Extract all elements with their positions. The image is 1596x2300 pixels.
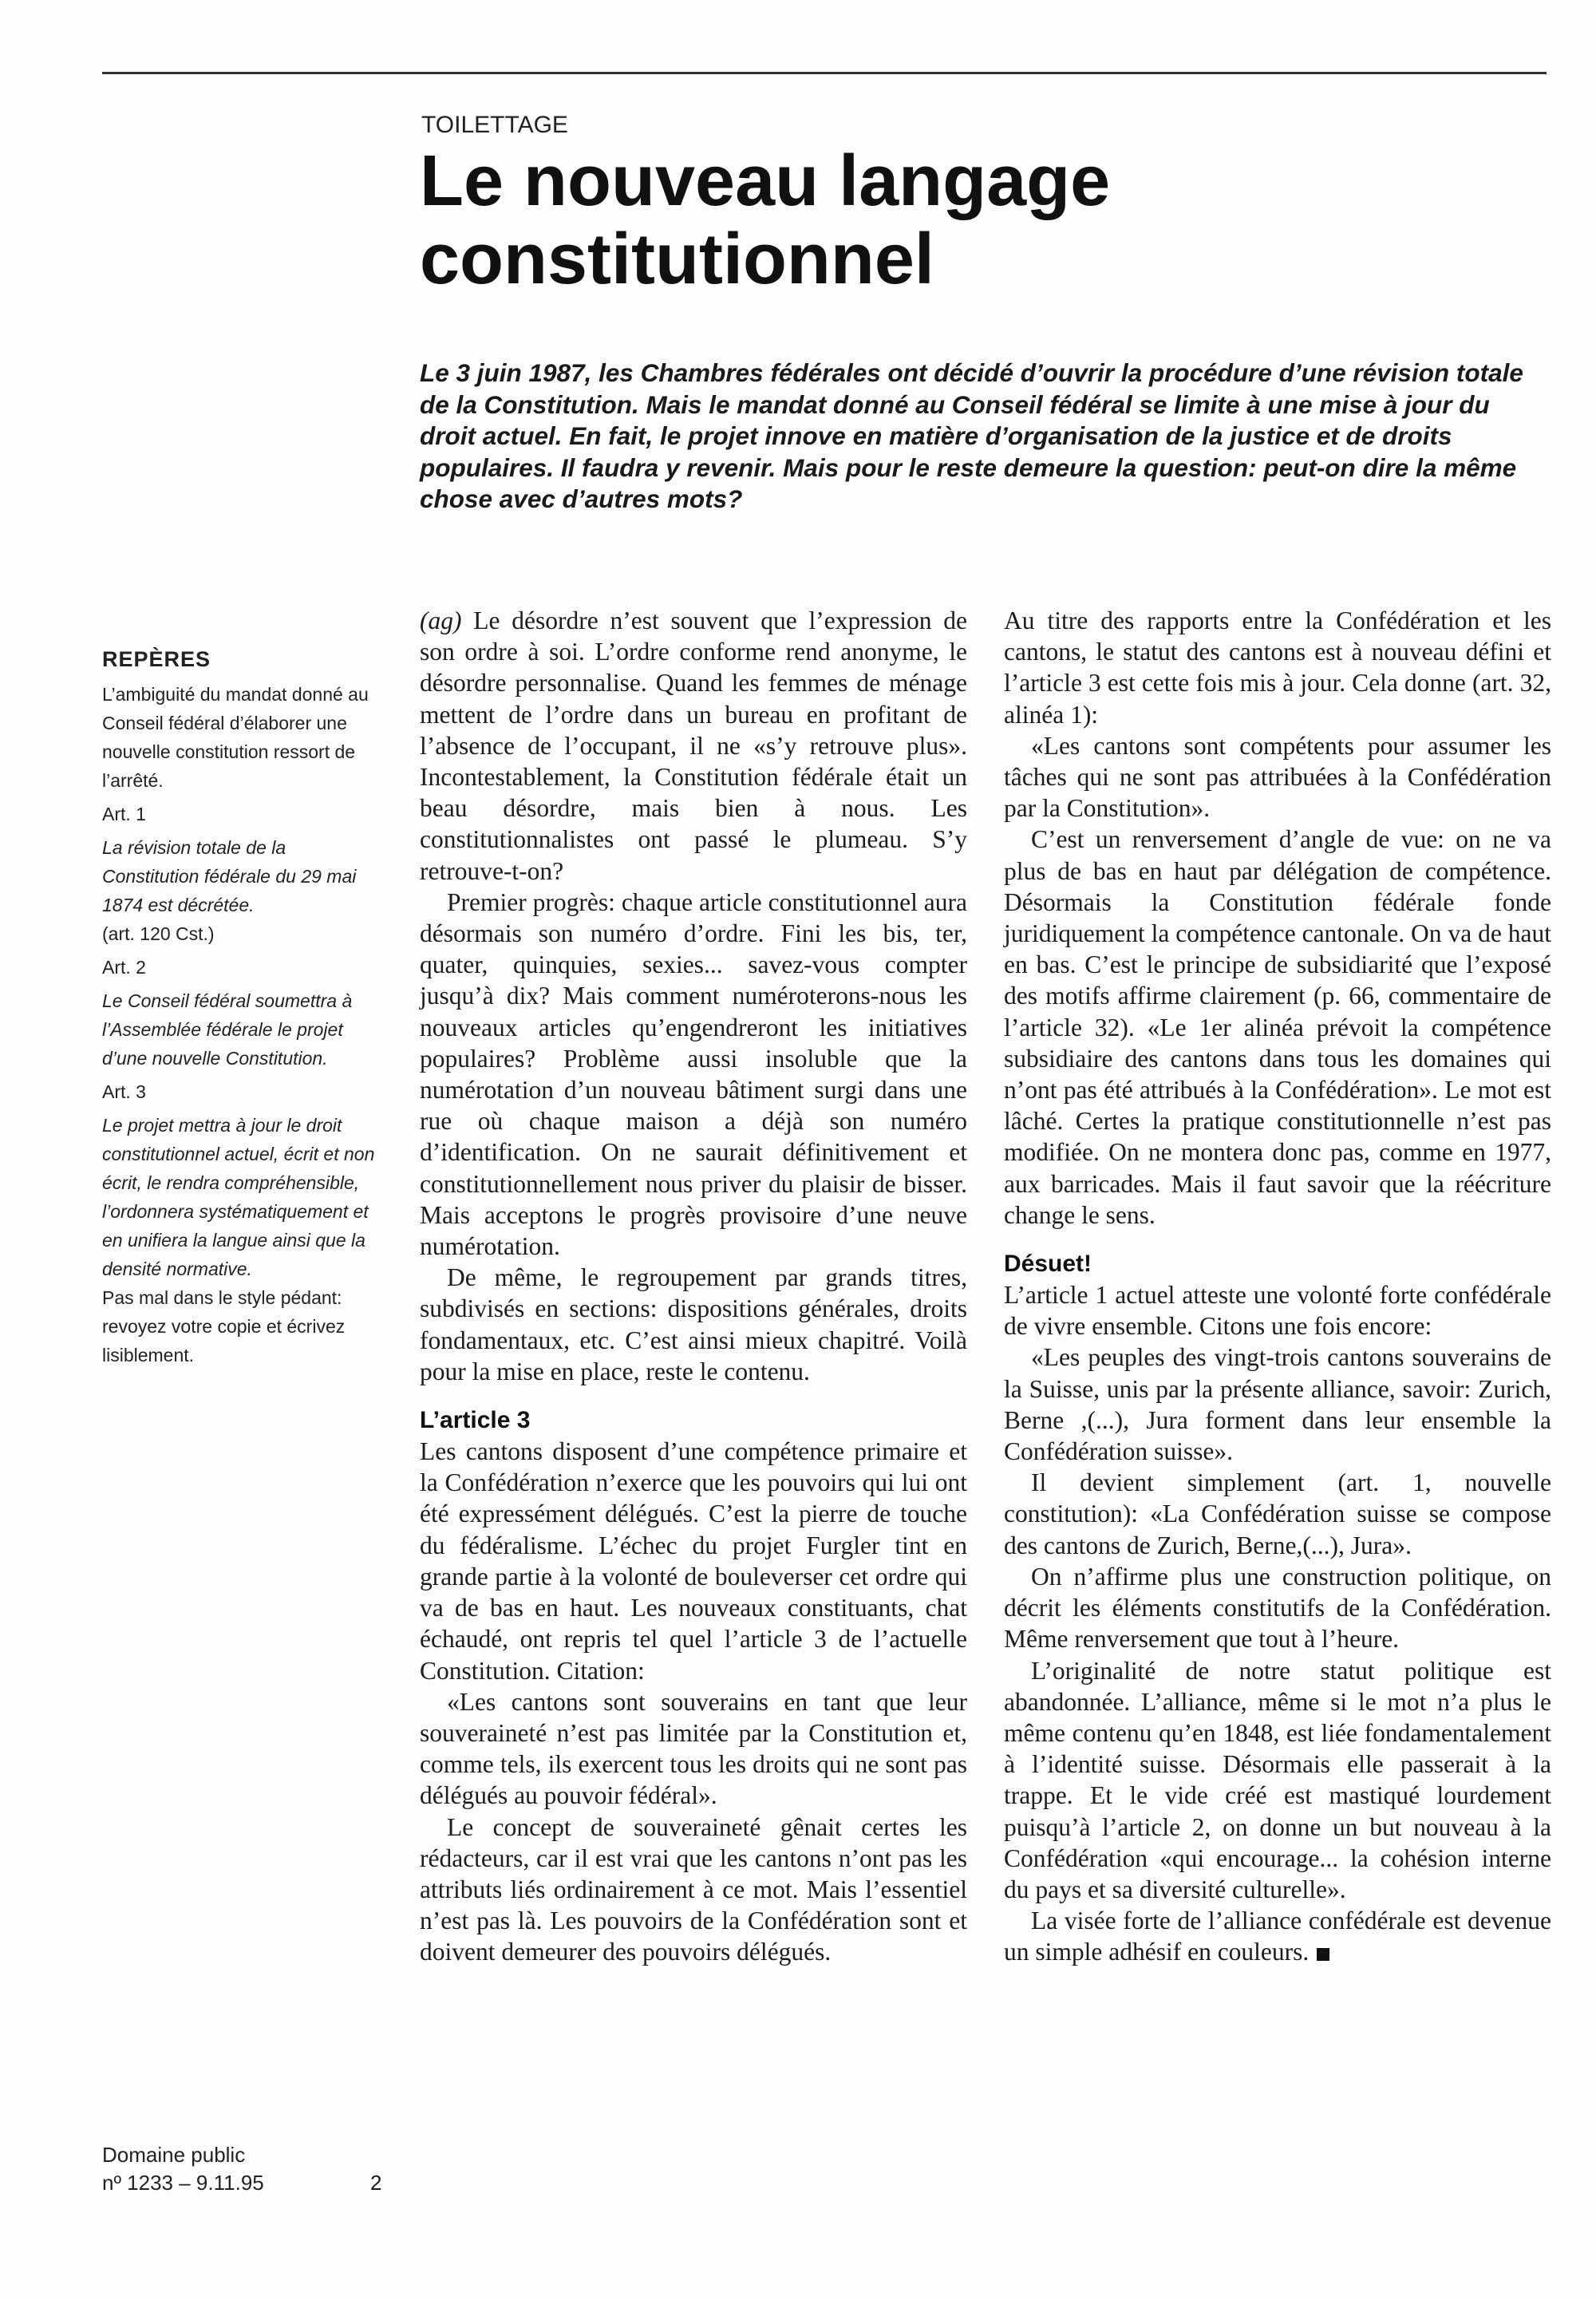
paragraph: On n’affirme plus une construction politique, on décrit les éléments constitutifs de la Confédération. Même renversement que tout à l’heure. [1004,1562,1551,1654]
quotation: «Les peuples des vingt-trois cantons souverains de la Suisse, unis par la présente alliance, savoir: Zurich, Berne ,(...), Jura forment dans leur ensemble la Confédération suisse». [1004,1343,1551,1466]
sidebar-art1-ref: (art. 120 Cst.) [102,923,215,944]
paragraph-final [1004,1905,1551,1967]
paragraph: Premier progrès: chaque article constitutionnel aura désormais son numéro d’ordre. Fini les bis, ter, quater, quinquies, sexies... savez-vous compter jusqu’à dix? Mais comment numéroterons-nous les nouveaux articles qu’engendreront les initiatives populaires? Problème aussi insoluble que la numérotation d’un nouveau bâtiment surgi dans une rue où chaque maison a déjà son numéro d’identification. On ne saurait définitivement et constitutionnellement nous priver du plaisir de bisser. Mais acceptons le progrès provisoire d’une neuve numérotation. [420,887,967,1261]
end-mark-icon [1317,1948,1329,1961]
title-line-2: constitutionnel [420,219,934,299]
article-title [420,142,1457,298]
page-number: 2 [370,2171,382,2195]
sidebar-art1-text: La révision totale de la Constitution fédérale du 29 mai 1874 est décrétée. [102,837,357,915]
footer-issue: nº 1233 – 9.11.95 [102,2171,264,2195]
paragraph: L’originalité de notre statut politique est abandonnée. L’alliance, même si le mot n’a plus le même contenu qu’en 1848, est liée fondamentalement à l’identité suisse. Désormais elle passerait à la trappe. Et le vide créé est mastiqué lourdement puisqu’à l’article 2, on donne un but nouveau à la Confédération «qui encourage... la cohésion interne du pays et sa diversité culturelle». [1004,1656,1551,1903]
article-lead: Le 3 juin 1987, les Chambres fédérales ont décidé d’ouvrir la procédure d’une révision totale de la Constitution. Mais le mandat donné au Conseil fédéral se limite à une mise à jour du droit actuel. En fait, le projet innove en matière d’organisation de la justice et de droits populaires. Il faudra y revenir. Mais pour le reste demeure la question: peut-on dire la même chose avec d’autres mots? [420,358,1523,513]
sidebar-reperes [102,645,386,1374]
paragraph: C’est un renversement d’angle de vue: on ne va plus de bas en haut par délégation de compétence. Désormais la Constitution fédérale fonde juridiquement la compétence cantonale. On va de haut en bas. C’est le principe de subsidiarité que l’exposé des motifs affirme clairement (p. 66, commentaire de l’article 32). «Le 1er alinéa prévoit la compétence subsidiaire des cantons dans tous les domaines qui n’ont pas été attribués à la Confédération». Le mot est lâché. Certes la pratique constitutionnelle n’est pas modifiée. On ne montera donc pas, comme en 1977, aux barricades. Mais il faut savoir que la réécriture change le sens. [1004,825,1551,1229]
footer-publication: Domaine public [102,2143,246,2167]
paragraph: De même, le regroupement par grands titres, subdivisés en sections: dispositions générales, droits fondamentaux, etc. C’est ainsi mieux chapitré. Voilà pour la mise en place, reste le contenu. [420,1263,967,1385]
paragraph: Il devient simplement (art. 1, nouvelle constitution): «La Confédération suisse se compose des cantons de Zurich, Berne,(...), Jura». [1004,1468,1551,1559]
paragraph-text: Le désordre n’est souvent que l’expression de son ordre à soi. L’ordre conforme rend anonyme, le désordre personnalise. Quand les femmes de ménage mettent de l’ordre dans un bureau en profitant de l’absence de l’occupant, il ne «s’y retrouve plus». Incontestablement, la Constitution fédérale était un beau désordre, mais bien à nous. Les constitutionnalistes ont passé le plumeau. S’y retrouve-t-on? [420,607,967,885]
quotation: «Les cantons sont compétents pour assumer les tâches qui ne sont pas attribuées à la Confédération par la Constitution». [1004,731,1551,823]
sidebar-art3-label: Art. 3 [102,1081,146,1102]
sidebar-comment: Pas mal dans le style pédant: revoyez votre copie et écrivez lisiblement. [102,1287,346,1365]
paragraph: Au titre des rapports entre la Confédération et les cantons, le statut des cantons est à nouveau défini et l’article 3 est cette fois mis à jour. Cela donne (art. 32, alinéa 1): [1004,607,1551,729]
article-column-2 [1004,605,1551,1968]
quotation: «Les cantons sont souverains en tant que leur souveraineté n’est pas limitée par la Constitution et, comme tels, ils exercent tous les droits qui ne sont pas délégués au pouvoir fédéral». [420,1687,967,1810]
paragraph: Les cantons disposent d’une compétence primaire et la Confédération n’exerce que les pouvoirs qui lui ont été expressément délégués. C’est la pierre de touche du fédéralisme. L’échec du projet Furgler tint en grande partie à la volonté de bouleverser cet ordre qui va de bas en haut. Les nouveaux constituants, chat échaudé, ont repris tel quel l’article 3 de l’actuelle Constitution. Citation: [420,1437,967,1685]
article-column-1 [420,605,967,1968]
top-rule [102,72,1547,74]
paragraph-text: La visée forte de l’alliance confédérale est devenue un simple adhésif en couleurs. [1004,1907,1551,1966]
sidebar-art3-text: Le projet mettra à jour le droit constitutionnel actuel, écrit et non écrit, le rendra compréhensible, l’ordonnera systématiquement et en unifiera la langue ainsi que la densité normative. [102,1115,375,1279]
paragraph [420,605,967,887]
subheading-article-3: L’article 3 [420,1407,531,1434]
title-line-1: Le nouveau langage [420,141,1111,221]
paragraph: L’article 1 actuel atteste une volonté forte confédérale de vivre ensemble. Citons une fois encore: [1004,1281,1551,1341]
author-initials: (ag) [420,607,462,634]
page-footer [102,2141,389,2197]
subheading-desuet: Désuet! [1004,1251,1092,1278]
paragraph: Le concept de souveraineté gênait certes les rédacteurs, car il est vrai que les cantons n’ont pas les attributs liés ordinairement à ce mot. Mais l’essentiel n’est pas là. Les pouvoirs de la Confédération sont et doivent demeurer des pouvoirs délégués. [420,1812,967,1966]
section-kicker: TOILETTAGE [421,112,568,138]
sidebar-art2-text: Le Conseil fédéral soumettra à l’Assemblée fédérale le projet d’une nouvelle Constitution. [102,990,353,1069]
sidebar-intro: L’ambiguité du mandat donné au Conseil fédéral d’élaborer une nouvelle constitution ressort de l’arrêté. [102,684,369,791]
sidebar-art1-label: Art. 1 [102,804,146,824]
sidebar-art2-label: Art. 2 [102,957,146,978]
sidebar-heading: REPÈRES [102,647,211,671]
